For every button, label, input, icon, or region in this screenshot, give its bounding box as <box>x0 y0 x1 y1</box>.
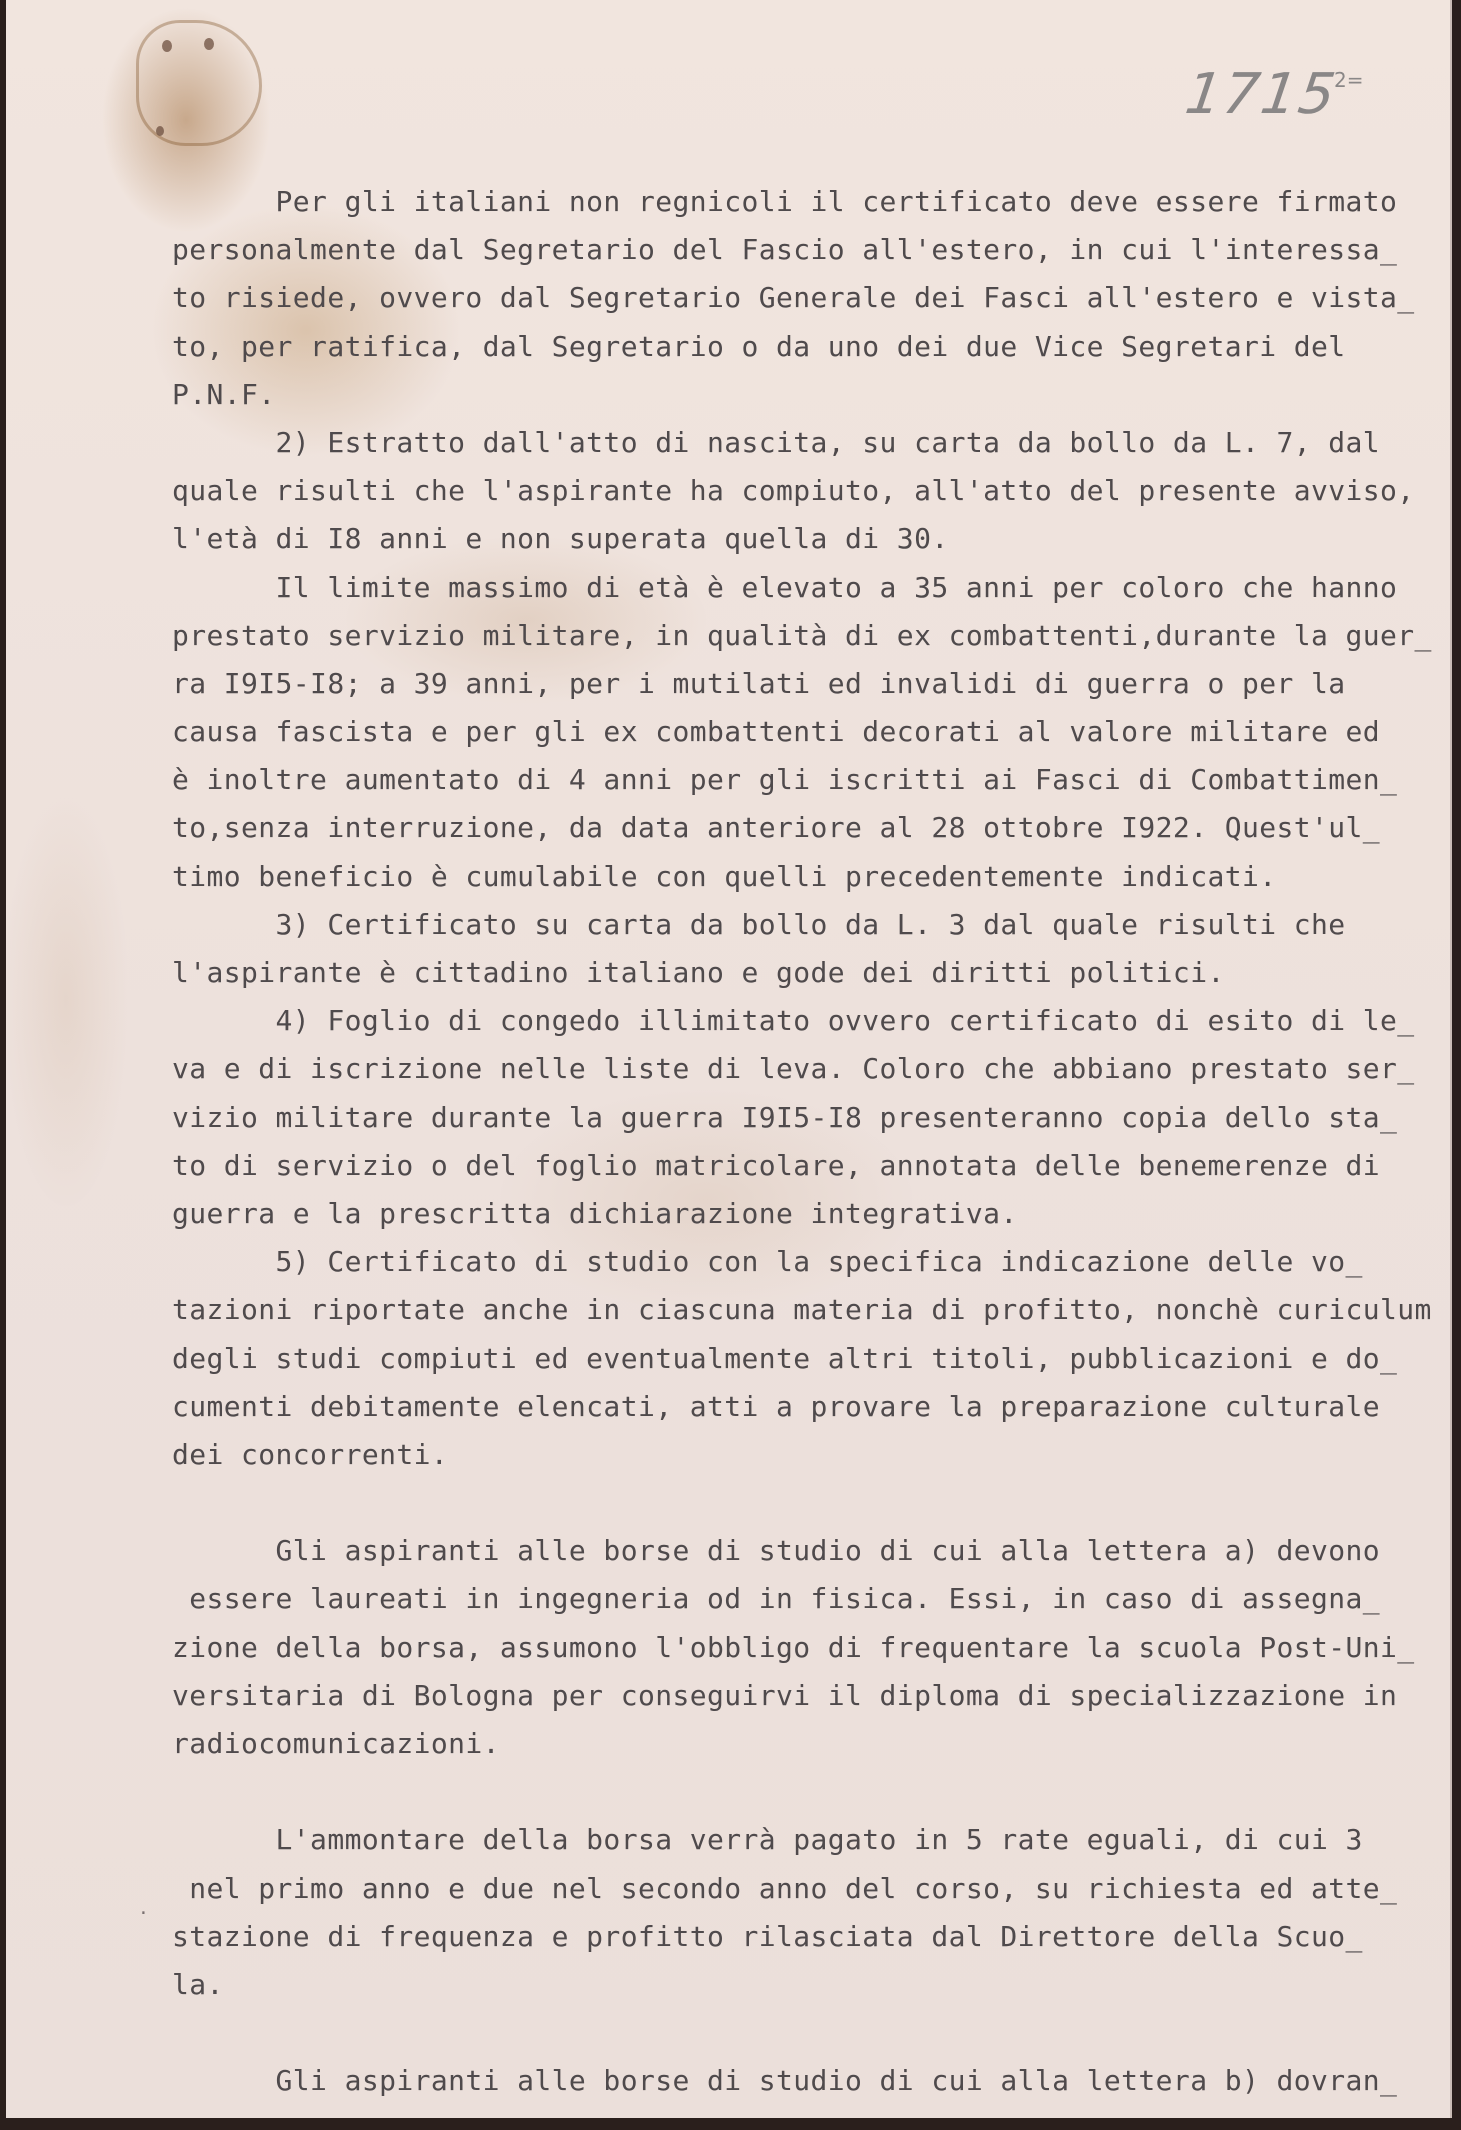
text-line: L'ammontare della borsa verrà pagato in 5 rate eguali, di cui 3 <box>172 1823 1363 1857</box>
paragraph-gap <box>172 1768 1412 1816</box>
text-line: 5) Certificato di studio con la specifica indicazione delle vo_ <box>172 1245 1363 1279</box>
rust-stain <box>136 20 262 146</box>
typed-text-body <box>172 178 1432 2106</box>
text-line: l'aspirante è cittadino italiano e gode dei diritti politici. <box>172 956 1225 989</box>
text-line: tazioni riportate anche in ciascuna materia di profitto, nonchè curiculum <box>172 1293 1432 1327</box>
text-line: to risiede, ovvero dal Segretario Generale dei Fasci all'estero e vista_ <box>172 281 1415 315</box>
page-mark: 2= <box>1334 68 1364 92</box>
text-line: P.N.F. <box>172 377 276 411</box>
text-line: nel primo anno e due nel secondo anno del corso, su richiesta ed atte_ <box>172 1871 1398 1905</box>
text-line: stazione di frequenza e profitto rilasciata dal Direttore della Scuo_ <box>172 1919 1363 1953</box>
text-line: to di servizio o del foglio matricolare, annotata delle benemerenze di <box>172 1148 1381 1182</box>
paragraph-gap <box>172 1479 1412 1527</box>
ink-dot: · <box>138 1903 149 1924</box>
text-line: degli studi compiuti ed eventualmente altri titoli, pubblicazioni e do_ <box>172 1341 1398 1375</box>
document-page <box>6 0 1452 2118</box>
text-line: 2) Estratto dall'atto di nascita, su carta da bollo da L. 7, dal <box>172 425 1381 459</box>
text-line: cumenti debitamente elencati, atti a provare la preparazione culturale <box>172 1389 1381 1423</box>
paragraph-gap <box>172 2009 1412 2057</box>
text-line: timo beneficio è cumulabile con quelli precedentemente indicati. <box>172 859 1277 893</box>
text-line: Il limite massimo di età è elevato a 35 anni per coloro che hanno <box>172 570 1398 604</box>
text-line: essere laureati in ingegneria od in fisica. Essi, in caso di assegna_ <box>172 1582 1381 1616</box>
text-line: la. <box>172 1967 224 2001</box>
text-line: va e di iscrizione nelle liste di leva. Coloro che abbiano prestato ser_ <box>172 1052 1415 1086</box>
text-line: guerra e la prescritta dichiarazione integrativa. <box>172 1196 1018 1230</box>
staple-hole <box>162 40 172 52</box>
text-line: to,senza interruzione, da data anteriore al 28 ottobre I922. Quest'ul_ <box>172 811 1381 845</box>
text-line: l'età di I8 anni e non superata quella di 30. <box>172 522 949 556</box>
text-line: ra I9I5-I8; a 39 anni, per i mutilati ed invalidi di guerra o per la <box>172 666 1346 700</box>
text-line: personalmente dal Segretario del Fascio all'estero, in cui l'interessa_ <box>172 233 1398 267</box>
text-line: dei concorrenti. <box>172 1437 449 1471</box>
staple-hole <box>156 126 164 136</box>
text-line: radiocomunicazioni. <box>172 1727 500 1760</box>
text-line: Gli aspiranti alle borse di studio di cui alla lettera a) devono <box>172 1534 1381 1568</box>
text-line: versitaria di Bologna per conseguirvi il diploma di specializzazione in <box>172 1678 1398 1712</box>
text-line: Per gli italiani non regnicoli il certificato deve essere firmato <box>172 185 1398 218</box>
text-line: è inoltre aumentato di 4 anni per gli iscritti ai Fasci di Combattimen_ <box>172 763 1398 797</box>
staple-hole <box>204 38 214 50</box>
text-line: prestato servizio militare, in qualità di ex combattenti,durante la guer_ <box>172 618 1432 652</box>
text-line: Gli aspiranti alle borse di studio di cui alla lettera b) dovran_ <box>172 2064 1398 2098</box>
text-line: to, per ratifica, dal Segretario o da uno dei due Vice Segretari del <box>172 329 1346 363</box>
text-line: 4) Foglio di congedo illimitato ovvero certificato di esito di le_ <box>172 1004 1415 1038</box>
text-line: causa fascista e per gli ex combattenti decorati al valore militare ed <box>172 715 1381 749</box>
text-line: vizio militare durante la guerra I9I5-I8 presenteranno copia dello sta_ <box>172 1100 1398 1134</box>
text-line: quale risulti che l'aspirante ha compiuto, all'atto del presente avviso, <box>172 474 1415 508</box>
text-line: zione della borsa, assumono l'obbligo di frequentare la scuola Post-Uni_ <box>172 1630 1415 1664</box>
text-line: 3) Certificato su carta da bollo da L. 3 dal quale risulti che <box>172 907 1346 941</box>
handwritten-page-number: 1715 <box>1181 62 1342 127</box>
